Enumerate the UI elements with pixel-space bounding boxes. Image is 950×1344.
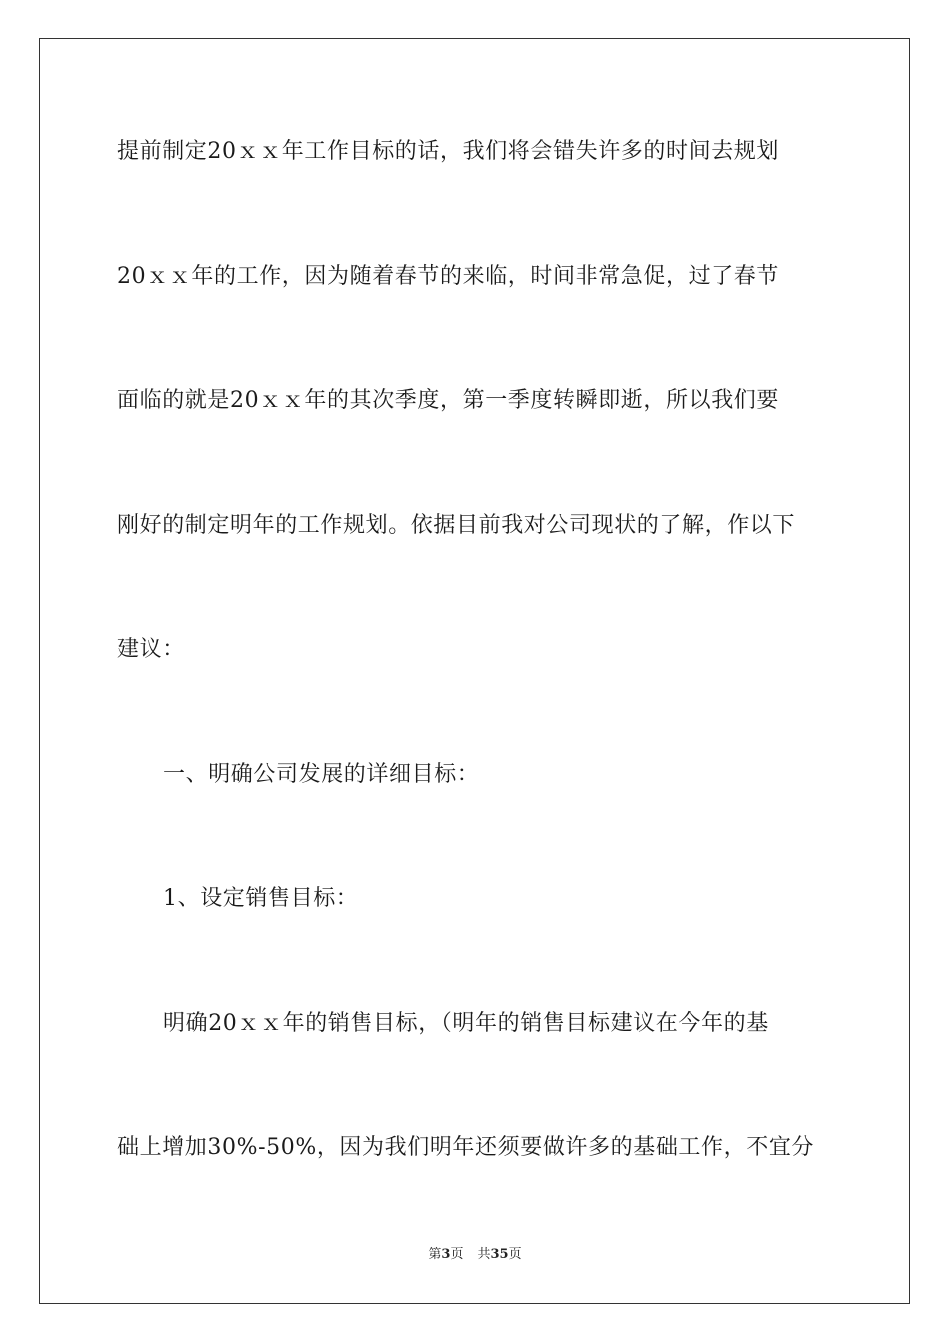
page-footer bbox=[0, 1246, 950, 1264]
page-prefix: 第 bbox=[428, 1247, 442, 1262]
section-heading: 一、明确公司发展的详细目标： bbox=[163, 762, 480, 787]
body-line-2: 20ｘｘ年的工作，因为随着春节的来临，时间非常急促，过了春节 bbox=[117, 264, 779, 289]
page-frame bbox=[39, 38, 910, 1304]
body-line-5: 建议： bbox=[117, 637, 185, 662]
page-suffix: 页 bbox=[450, 1247, 464, 1262]
body-line-9: 础上增加30%-50%，因为我们明年还须要做许多的基础工作，不宜分 bbox=[117, 1135, 815, 1160]
total-pages: 35 bbox=[490, 1247, 509, 1262]
body-line-4: 刚好的制定明年的工作规划。依据目前我对公司现状的了解，作以下 bbox=[117, 513, 796, 538]
subsection-heading: 1、设定销售目标： bbox=[163, 886, 359, 911]
body-line-3: 面临的就是20ｘｘ年的其次季度，第一季度转瞬即逝，所以我们要 bbox=[117, 388, 779, 413]
page-number: 3 bbox=[441, 1247, 451, 1262]
body-line-8: 明确20ｘｘ年的销售目标，（明年的销售目标建议在今年的基 bbox=[163, 1011, 769, 1036]
total-suffix: 页 bbox=[508, 1247, 522, 1262]
total-prefix: 共 bbox=[477, 1247, 491, 1262]
body-line-1: 提前制定20ｘｘ年工作目标的话，我们将会错失许多的时间去规划 bbox=[117, 139, 779, 164]
